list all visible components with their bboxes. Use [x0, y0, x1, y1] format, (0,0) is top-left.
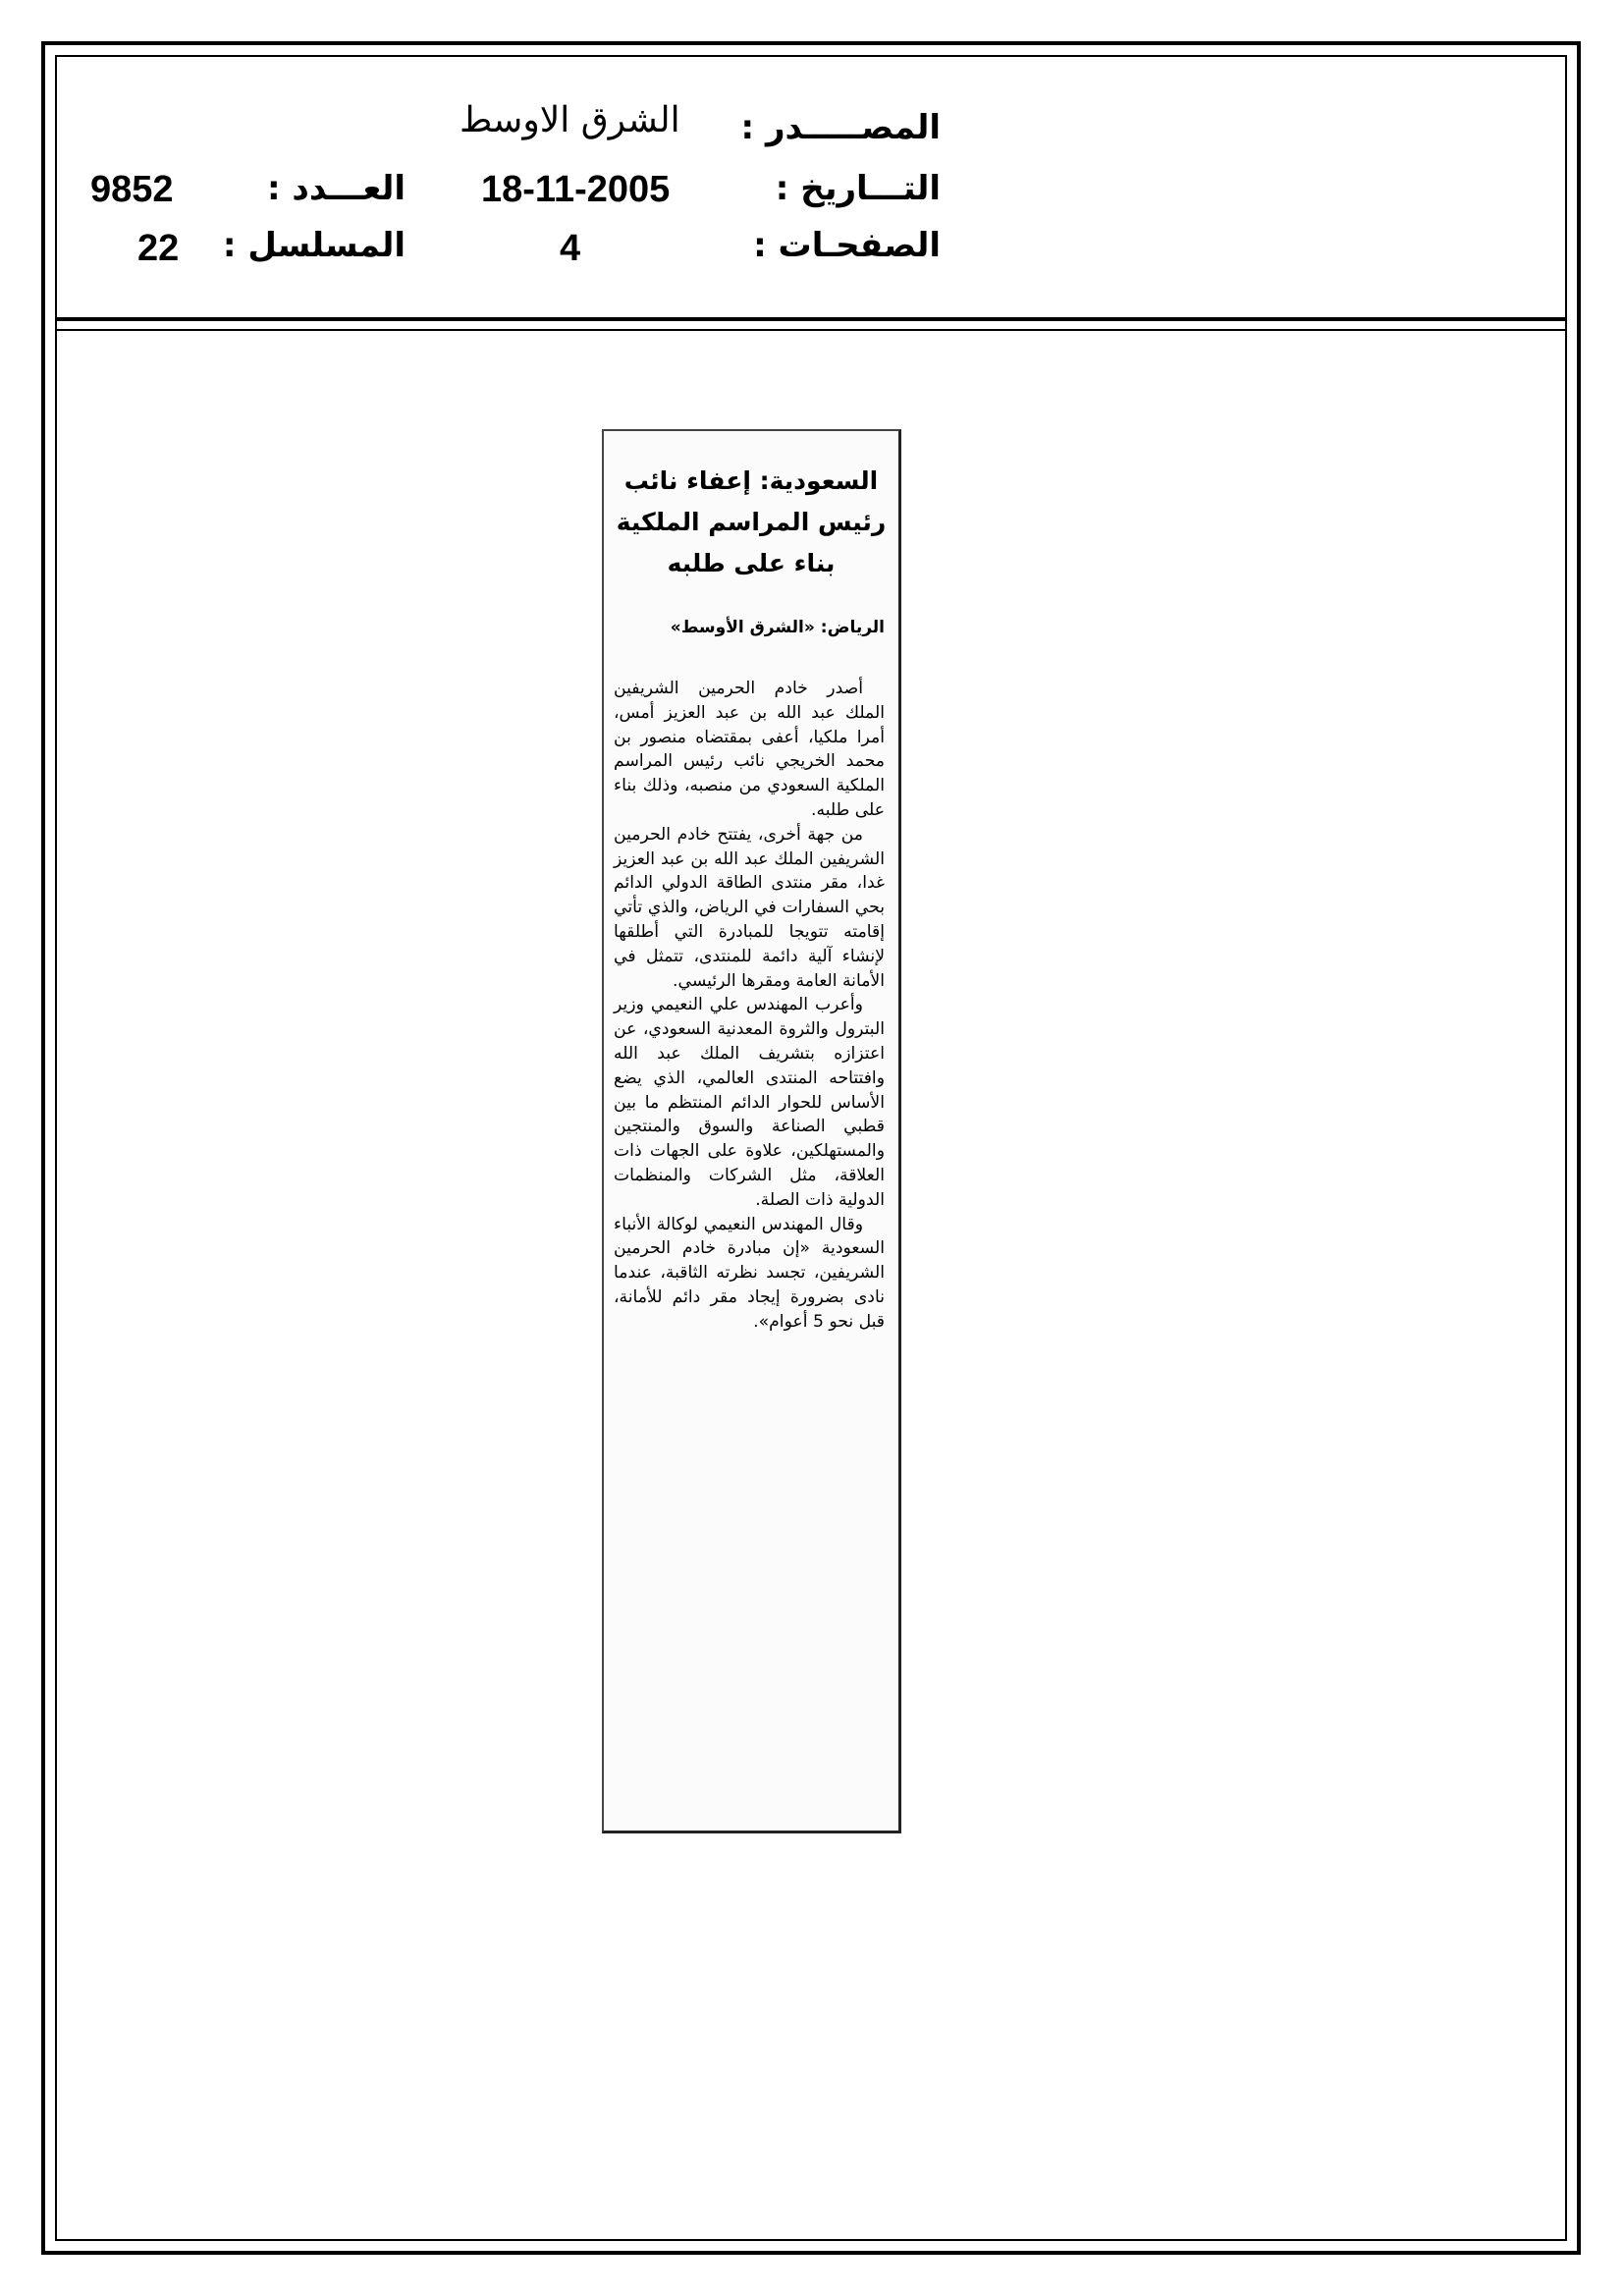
headline-line-2: رئيس المراسم الملكية: [616, 508, 887, 536]
pages-value: 4: [560, 228, 581, 269]
serial-value: 22: [137, 228, 180, 269]
header-divider-thick: [55, 317, 1567, 321]
article-paragraph: وقال المهندس النعيمي لوكالة الأنباء السعودية «إن مبادرة خادم الحرمين الشريفين، تجسد نظرته الثاقبة، عندما نادى بضرورة إيجاد مقر دائم للأمانة، قبل نحو 5 أعوام».: [614, 1214, 885, 1332]
pages-label: الصفحـات :: [753, 226, 941, 265]
headline-line-3: بناء على طلبه: [667, 549, 836, 577]
article-paragraph: أصدر خادم الحرمين الشريفين الملك عبد الله بن عبد العزيز أمس، أمرا ملكيا، أعفى بمقتضاه منصور بن محمد الخريجي نائب رئيس المراسم الملكية السعودي من منصبه، وذلك بناء على طلبه.: [614, 679, 885, 820]
newspaper-clipping: [602, 429, 901, 1833]
article-body: [614, 677, 885, 1335]
date-value: 18-11-2005: [481, 169, 671, 210]
header-divider-thin: [55, 329, 1567, 331]
article-paragraph: من جهة أخرى، يفتتح خادم الحرمين الشريفين الملك عبد الله بن عبد العزيز غدا، مقر منتدى الطاقة الدولي الدائم بحي السفارات في الرياض، والذي تأتي إقامته تتويجا للمبادرة التي أطلقها لإنشاء آلية دائمة للمنتدى، تتمثل في الأمانة العامة ومقرها الرئيسي.: [614, 824, 885, 991]
headline-line-1: السعودية: إعفاء نائب: [623, 466, 879, 495]
article-headline: [616, 461, 887, 584]
article-paragraph: وأعرب المهندس علي النعيمي وزير البترول والثروة المعدنية السعودي، عن اعتزازه بتشريف الملك عبد الله وافتتاحه المنتدى العالمي، الذي يضع الأساس للحوار الدائم المنتظم ما بين قطبي الصناعة والسوق والمنتجين والمستهلكين، علاوة على الجهات ذات العلاقة، مثل الشركات والمنظمات الدولية ذات الصلة.: [614, 995, 885, 1210]
date-label: التـــاريخ :: [775, 169, 941, 208]
article-byline: الرياض: «الشرق الأوسط»: [670, 618, 885, 637]
issue-value: 9852: [90, 169, 174, 210]
serial-label: المسلسل :: [222, 226, 406, 265]
source-value: الشرق الاوسط: [460, 100, 680, 140]
issue-label: العـــدد :: [267, 169, 406, 208]
source-label: المصـــــدر :: [740, 108, 941, 147]
